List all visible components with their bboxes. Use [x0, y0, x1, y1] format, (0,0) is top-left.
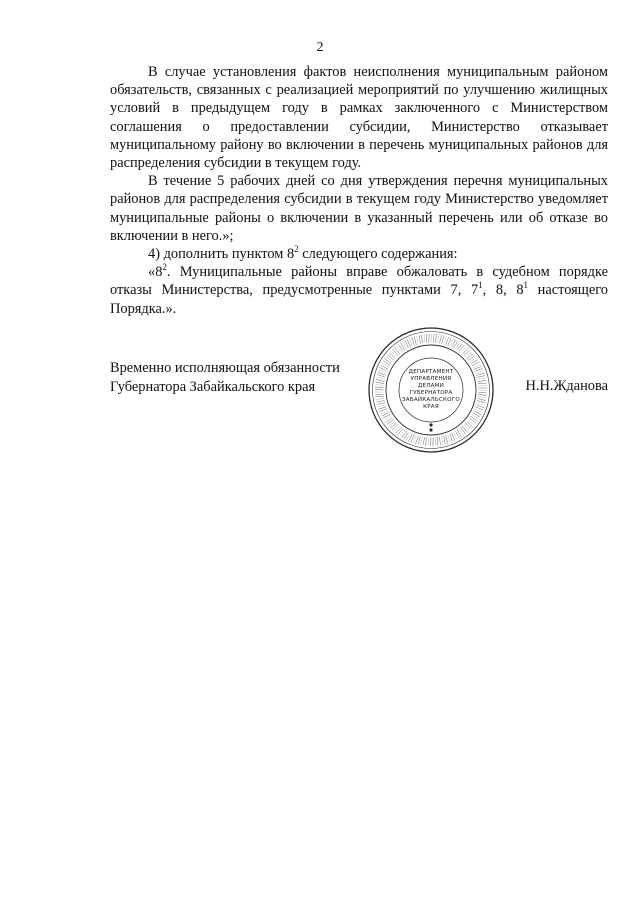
paragraph-2: В течение 5 рабочих дней со дня утверждения перечня муниципальных районов для распределения субсидии в текущем году Министерство уведомляет муниципальные районы о включении в указанный перечень или об отказе во включении в него.»; [110, 173, 608, 244]
seal-line-1: ДЕПАРТАМЕНТ [408, 369, 454, 375]
seal-line-5: ЗАБАЙКАЛЬСКОГО [402, 397, 460, 403]
paragraph-3-sup: 2 [294, 244, 299, 255]
seal-line-6: КРАЯ [423, 404, 439, 410]
signatory-position [110, 359, 340, 396]
paragraph-4-mid: . Муниципальные районы вправе обжаловать в судебном порядке отказы Министерства, предусмотренные пунктами 7, 7 [110, 264, 608, 299]
paragraph-4-mid-2: , 8, 8 [482, 282, 524, 299]
seal-line-3: ДЕЛАМИ [417, 383, 445, 389]
official-seal [367, 326, 495, 454]
paragraph-4-sup-3: 1 [523, 280, 529, 291]
paragraph-3-after: следующего содержания: [298, 246, 458, 263]
seal-line-2: УПРАВЛЕНИЯ [410, 376, 452, 382]
paragraph-4 [110, 263, 608, 318]
signatory-position-line-2: Губернатора Забайкальского края [110, 378, 316, 395]
document-body [110, 63, 608, 318]
paragraph-1: В случае установления фактов неисполнения муниципальным районом обязательств, связанных с реализацией мероприятий по улучшению жилищных условий в предыдущем году в рамках заключенного с Министерством соглашения о предоставлении субсидии, Министерство отказывает муниципальному району во включении в перечень муниципальных районов для распределения субсидии в текущем году. [110, 64, 608, 172]
paragraph-4-sup-1: 2 [162, 262, 167, 273]
paragraph-4-sup-2: 1 [478, 280, 483, 291]
signatory-name: Н.Н.Жданова [525, 378, 608, 394]
paragraph-4-start: «8 [148, 264, 163, 281]
seal-line-4: ГУБЕРНАТОРА [409, 390, 453, 396]
paragraph-3 [110, 245, 608, 263]
paragraph-3-before: 4) дополнить пунктом 8 [148, 246, 295, 263]
seal-inner-text [367, 326, 495, 454]
paragraph-4-end: настоящего Порядка.». [110, 282, 609, 317]
signatory-position-line-1: Временно исполняющая обязанности [110, 360, 340, 376]
page-number: 2 [316, 40, 324, 55]
